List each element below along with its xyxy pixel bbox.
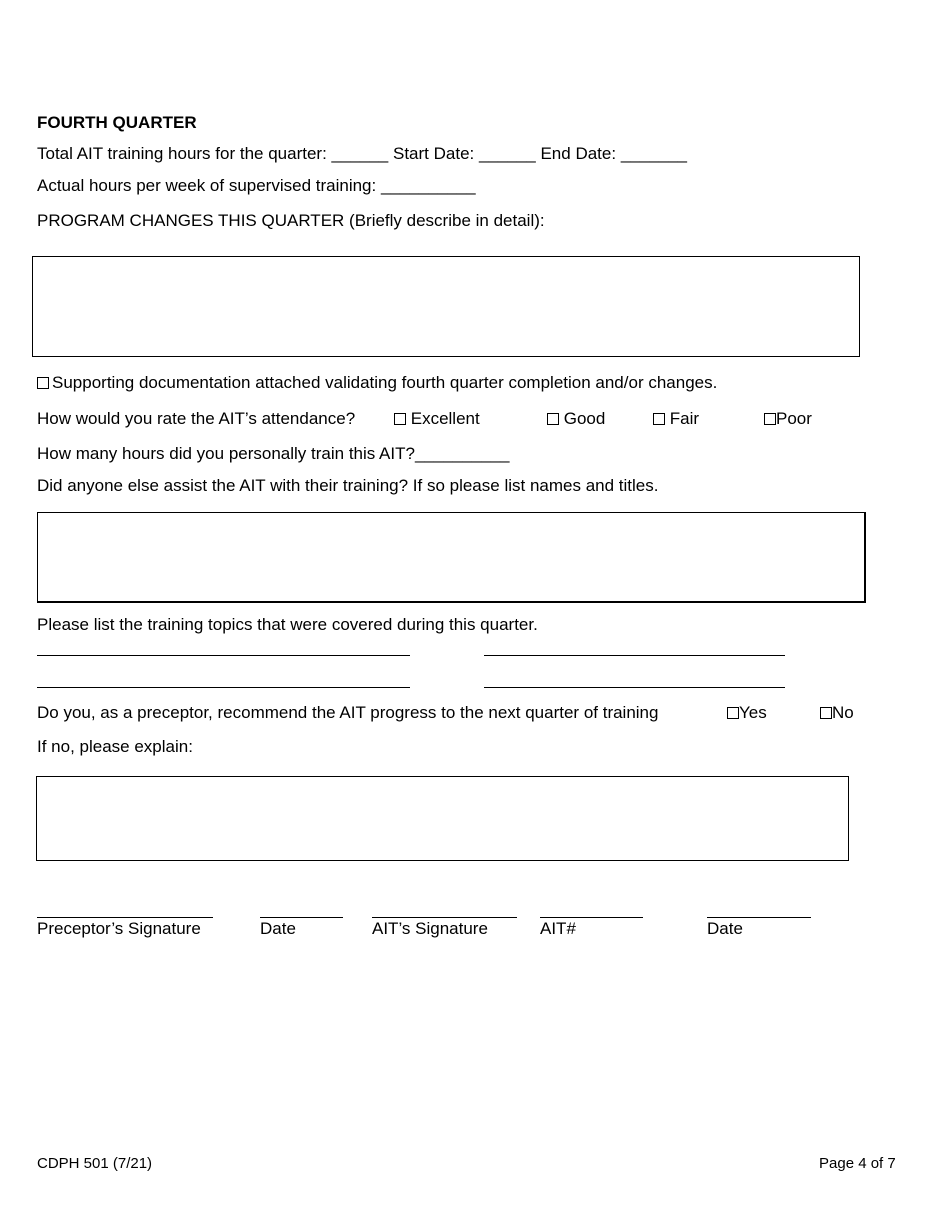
recommend-no-checkbox[interactable] bbox=[820, 707, 832, 719]
topic-line-4[interactable] bbox=[484, 687, 785, 688]
supporting-doc-label: Supporting documentation attached validating fourth quarter completion and/or changes. bbox=[52, 373, 718, 392]
ait-signature-line[interactable] bbox=[372, 917, 517, 918]
end-date-field[interactable]: _______ bbox=[620, 144, 687, 163]
topic-line-1[interactable] bbox=[37, 655, 410, 656]
section-title: FOURTH QUARTER bbox=[37, 113, 197, 132]
personal-hours-label: How many hours did you personally train this AIT? bbox=[37, 444, 415, 463]
total-hours-line bbox=[37, 144, 687, 164]
total-hours-label: Total AIT training hours for the quarter: bbox=[37, 144, 327, 163]
program-changes-label: PROGRAM CHANGES THIS QUARTER (Briefly describe in detail): bbox=[37, 211, 545, 230]
date1-line[interactable] bbox=[260, 917, 343, 918]
topic-line-2[interactable] bbox=[484, 655, 785, 656]
recommend-no-label: No bbox=[832, 703, 854, 722]
ait-number-label: AIT# bbox=[540, 919, 576, 938]
end-date-label: End Date: bbox=[540, 144, 617, 163]
supporting-doc-line bbox=[37, 373, 717, 393]
recommend-option-yes[interactable] bbox=[727, 703, 767, 723]
attendance-good-checkbox[interactable] bbox=[547, 413, 559, 425]
weekly-hours-line bbox=[37, 176, 476, 196]
attendance-poor-label: Poor bbox=[776, 409, 812, 428]
explain-textbox[interactable] bbox=[36, 776, 849, 861]
attendance-excellent-label: Excellent bbox=[410, 409, 480, 428]
preceptor-signature-line[interactable] bbox=[37, 917, 213, 918]
topics-label: Please list the training topics that were covered during this quarter. bbox=[37, 615, 538, 634]
attendance-option-fair[interactable] bbox=[653, 409, 699, 429]
ait-number-line[interactable] bbox=[540, 917, 643, 918]
program-changes-textbox[interactable] bbox=[32, 256, 860, 357]
personal-hours-field[interactable]: __________ bbox=[414, 444, 510, 463]
personal-hours-line bbox=[37, 444, 510, 464]
preceptor-signature-label: Preceptor’s Signature bbox=[37, 919, 201, 938]
recommend-question: Do you, as a preceptor, recommend the AIT progress to the next quarter of training bbox=[37, 703, 659, 722]
date1-label: Date bbox=[260, 919, 296, 938]
page-number: Page 4 of 7 bbox=[819, 1155, 896, 1172]
weekly-hours-label: Actual hours per week of supervised training: bbox=[37, 176, 377, 195]
recommend-option-no[interactable] bbox=[820, 703, 854, 723]
supporting-doc-checkbox[interactable] bbox=[37, 377, 49, 389]
recommend-yes-label: Yes bbox=[739, 703, 767, 722]
date2-line[interactable] bbox=[707, 917, 811, 918]
ait-signature-label: AIT’s Signature bbox=[372, 919, 488, 938]
attendance-fair-checkbox[interactable] bbox=[653, 413, 665, 425]
form-id: CDPH 501 (7/21) bbox=[37, 1155, 153, 1172]
explain-label: If no, please explain: bbox=[37, 737, 193, 756]
start-date-field[interactable]: ______ bbox=[479, 144, 536, 163]
attendance-option-excellent[interactable] bbox=[394, 409, 480, 429]
attendance-option-good[interactable] bbox=[547, 409, 605, 429]
recommend-yes-checkbox[interactable] bbox=[727, 707, 739, 719]
attendance-good-label: Good bbox=[563, 409, 606, 428]
attendance-fair-label: Fair bbox=[669, 409, 700, 428]
start-date-label: Start Date: bbox=[393, 144, 475, 163]
assist-textbox[interactable] bbox=[37, 512, 866, 603]
attendance-option-poor[interactable] bbox=[764, 409, 812, 429]
total-hours-field[interactable]: ______ bbox=[331, 144, 389, 163]
attendance-poor-checkbox[interactable] bbox=[764, 413, 776, 425]
weekly-hours-field[interactable]: __________ bbox=[380, 176, 476, 195]
topic-line-3[interactable] bbox=[37, 687, 410, 688]
attendance-excellent-checkbox[interactable] bbox=[394, 413, 406, 425]
date2-label: Date bbox=[707, 919, 743, 938]
attendance-question: How would you rate the AIT’s attendance? bbox=[37, 409, 356, 428]
assist-label: Did anyone else assist the AIT with their training? If so please list names and titles. bbox=[37, 476, 659, 495]
